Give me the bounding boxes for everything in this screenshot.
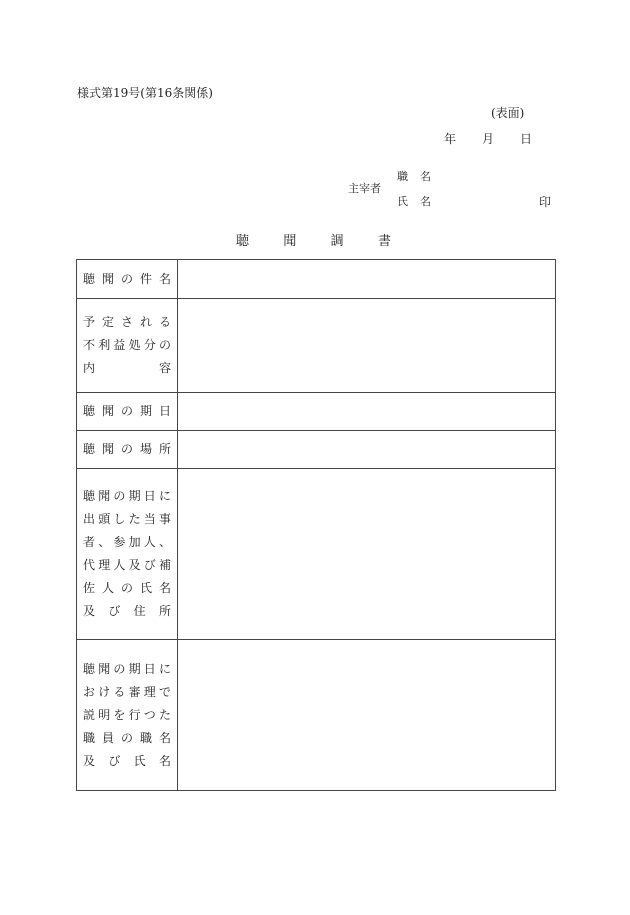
label-line: 聴聞の期日に (83, 661, 171, 676)
date-day: 日 (519, 132, 532, 146)
row-label (77, 299, 178, 393)
side-indicator: (表面) (491, 106, 525, 120)
row-value[interactable] (178, 260, 556, 299)
label-line: 者、参加人、 (83, 535, 171, 549)
form-number: 様式第19号(第16条関係) (77, 86, 213, 100)
label-line: 及び氏名 (83, 753, 171, 768)
label-line: 佐人の氏名 (83, 581, 171, 595)
label-line: 聴聞の期日 (83, 404, 171, 418)
row-value[interactable] (178, 431, 556, 469)
seal-mark: 印 (539, 195, 552, 209)
presider-post-label: 職名 (397, 170, 443, 183)
label-line: 聴聞の件名 (83, 271, 171, 286)
table-row (77, 469, 556, 640)
date-year: 年 (444, 132, 457, 146)
row-label (77, 393, 178, 431)
label-line: おける審理で (83, 684, 171, 699)
table-row (77, 260, 556, 299)
row-value[interactable] (178, 469, 556, 640)
label-line: 及び住所 (83, 604, 171, 618)
date-month: 月 (481, 132, 494, 146)
row-value[interactable] (178, 640, 556, 791)
label-line: 聴聞の場所 (83, 442, 171, 456)
label-line: 不利益処分の (83, 338, 171, 352)
title-char: 書 (377, 234, 391, 249)
title-char: 聴 (236, 234, 250, 249)
date-line (444, 130, 532, 147)
label-line: 聴聞の期日に (83, 489, 171, 503)
label-line: 出頭した当事 (83, 512, 171, 526)
document-title (236, 230, 391, 249)
title-char: 調 (330, 234, 344, 249)
row-label (77, 431, 178, 469)
row-label (77, 640, 178, 791)
label-line: 説明を行つた (83, 707, 171, 722)
label-line: 職員の職名 (83, 730, 171, 745)
table-row (77, 299, 556, 393)
row-label (77, 260, 178, 299)
presider-name-label: 氏名 (397, 195, 443, 208)
table-row (77, 431, 556, 469)
row-label (77, 469, 178, 640)
table-row (77, 393, 556, 431)
hearing-record-table (76, 259, 556, 791)
title-char: 聞 (283, 234, 297, 249)
table-row (77, 640, 556, 791)
row-value[interactable] (178, 299, 556, 393)
row-value[interactable] (178, 393, 556, 431)
label-line: 代理人及び補 (83, 558, 171, 572)
presider-label: 主宰者 (348, 182, 381, 195)
label-line: 予定される (83, 315, 171, 329)
label-line: 内容 (83, 361, 171, 375)
